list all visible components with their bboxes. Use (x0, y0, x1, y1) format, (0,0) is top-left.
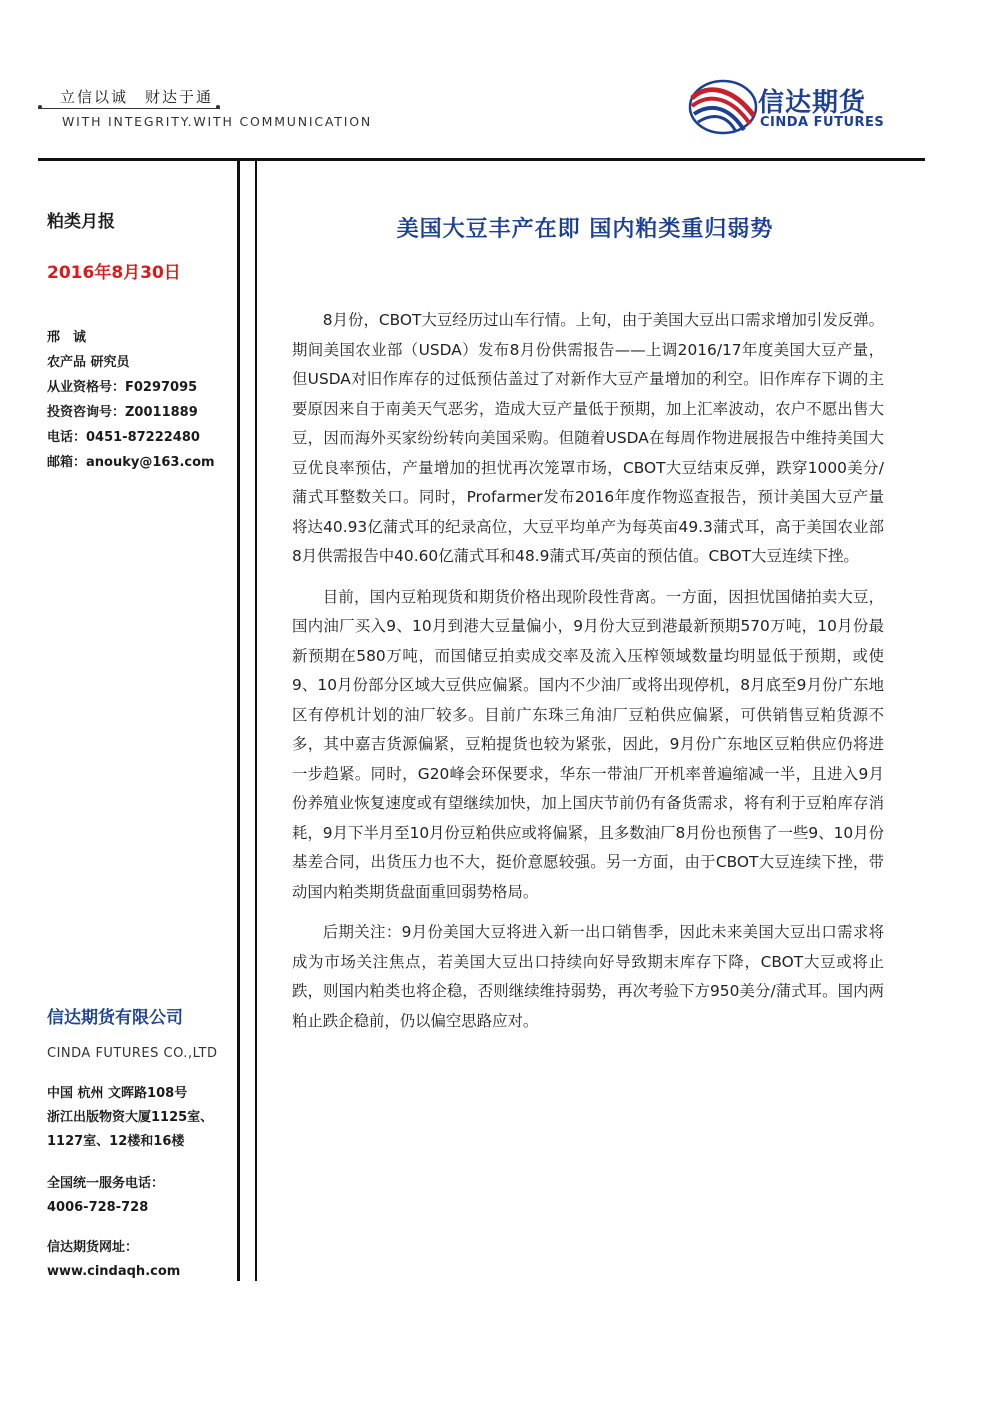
slogan-chinese: 立信以诚 财达于通 (60, 88, 214, 106)
slogan-underline (38, 108, 220, 109)
address-line: 浙江出版物资大厦1125室、 (47, 1110, 214, 1125)
author-email[interactable]: 邮箱：anouky@163.com (47, 455, 215, 470)
article-title: 美国大豆丰产在即 国内粕类重归弱势 (396, 217, 774, 242)
article-paragraph: 后期关注：9月份美国大豆将进入新一出口销售季，因此未来美国大豆出口需求将成为市场关注焦点，若美国大豆出口持续向好导致期末库存下降，CBOT大豆或将止跌，则国内粕类也将企稳，否则继续维持弱势，再次考验下方950美分/蒲式耳。国内两粕止跌企稳前，仍以偏空思路应对。 (292, 923, 884, 1030)
sidebar-divider-outer (237, 161, 240, 1281)
cinda-logo-icon (688, 78, 758, 136)
author-name: 邢 诚 (47, 330, 87, 345)
company-website (47, 1236, 180, 1284)
author-qualification: 从业资格号：F0297095 (47, 380, 198, 395)
service-hotline (47, 1172, 164, 1220)
company-logo (688, 78, 928, 138)
article-paragraph: 目前，国内豆粕现货和期货价格出现阶段性背离。一方面，因担忧国储拍卖大豆，国内油厂买入9、10月到港大豆量偏小，9月份大豆到港最新预期570万吨，10月份最新预期在580万吨，而国储豆拍卖成交率及流入压榨领域数量均明显低于预期，或使9、10月份部分区域大豆供应偏紧。国内不少油厂或将出现停机，8月底至9月份广东地区有停机计划的油厂较多。目前广东珠三角油厂豆粕供应偏紧，可供销售豆粕货源不多，其中嘉吉货源偏紧，豆粕提货也较为紧张，因此，9月份广东地区豆粕供应仍将进一步趋紧。同时，G20峰会环保要求，华东一带油厂开机率普遍缩减一半，且进入9月份养殖业恢复速度或有望继续加快，加上国庆节前仍有备货需求，将有利于豆粕库存消耗，9月下半月至10月份豆粕供应或将偏紧，且多数油厂8月份也预售了一些9、10月份基差合同，出货压力也不大，挺价意愿较强。另一方面，由于CBOT大豆连续下挫，带动国内粕类期货盘面重回弱势格局。 (292, 587, 884, 901)
logo-text-chinese: 信达期货 (758, 88, 867, 118)
company-address (47, 1082, 213, 1154)
company-name-chinese: 信达期货有限公司 (47, 1008, 183, 1028)
author-role: 农产品 研究员 (47, 355, 130, 370)
address-line: 中国 杭州 文晖路108号 (47, 1086, 188, 1101)
header-divider (38, 158, 925, 161)
article-body (292, 306, 884, 1047)
author-consult-number: 投资咨询号：Z0011889 (47, 405, 198, 420)
author-info (47, 325, 215, 475)
service-hotline-label: 全国统一服务电话： (47, 1176, 165, 1191)
article-paragraph: 8月份，CBOT大豆经历过山车行情。上旬，由于美国大豆出口需求增加引发反弹。期间美国农业部（USDA）发布8月份供需报告——上调2016/17年度美国大豆产量，但USDA对旧作库存的过低预估盖过了对新作大豆产量增加的利空。旧作库存下调的主要原因来自于南美天气恶劣，造成大豆产量低于预期，加上汇率波动，农户不愿出售大豆，因而海外买家纷纷转向美国采购。但随着USDA在每周作物进展报告中维持美国大豆优良率预估，产量增加的担忧再次笼罩市场，CBOT大豆结束反弹，跌穿1000美分/蒲式耳整数关口。同时，Profarmer发布2016年度作物巡查报告，预计美国大豆产量将达40.93亿蒲式耳的纪录高位，大豆平均单产为每英亩49.3蒲式耳，高于美国农业部8月供需报告中40.60亿蒲式耳和48.9蒲式耳/英亩的预估值。CBOT大豆连续下挫。 (292, 311, 884, 565)
logo-text-english: CINDA FUTURES (760, 115, 885, 130)
service-hotline-number: 4006-728-728 (47, 1200, 149, 1215)
company-name-english: CINDA FUTURES CO.,LTD (47, 1046, 218, 1061)
author-phone: 电话：0451-87222480 (47, 430, 200, 445)
website-url[interactable]: www.cindaqh.com (47, 1264, 181, 1279)
slogan-english: WITH INTEGRITY.WITH COMMUNICATION (62, 114, 372, 129)
address-line: 1127室、12楼和16楼 (47, 1134, 185, 1149)
website-label: 信达期货网址： (47, 1240, 139, 1255)
sidebar-divider-inner (255, 161, 257, 1281)
report-date: 2016年8月30日 (47, 263, 181, 283)
report-type: 粕类月报 (47, 212, 115, 232)
